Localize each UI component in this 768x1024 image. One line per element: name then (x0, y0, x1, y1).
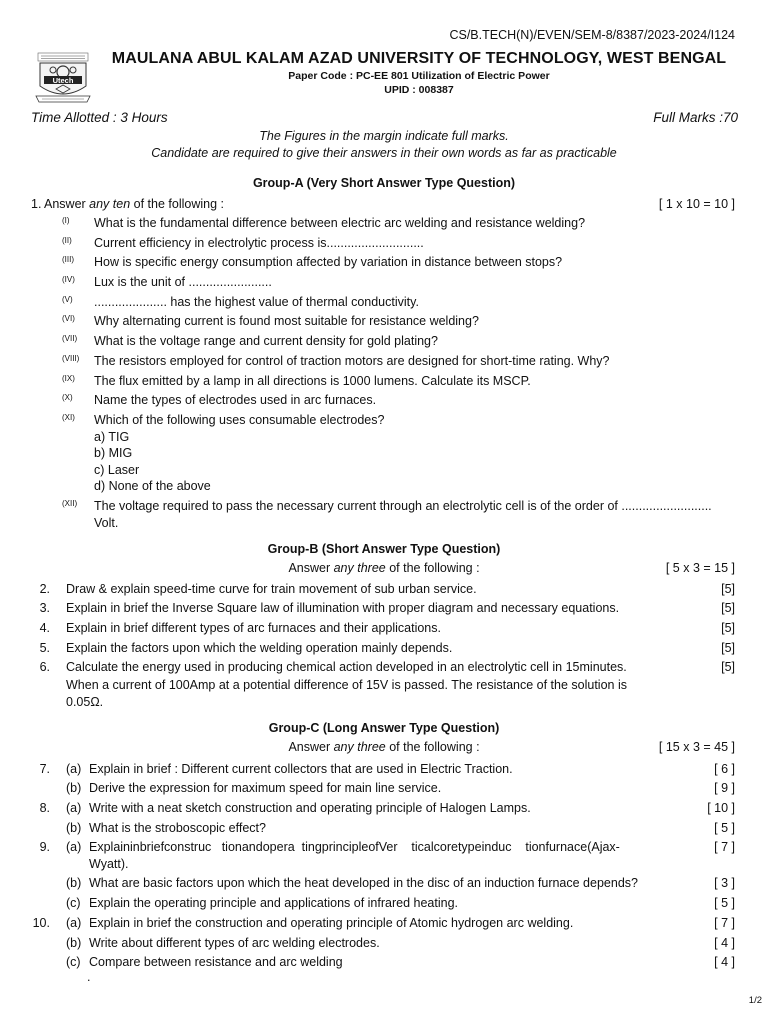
item-numeral: (VI) (62, 314, 75, 323)
group-c-marks: [ 15 x 3 = 45 ] (658, 740, 735, 754)
group-a-title: Group-A (Very Short Answer Type Question) (252, 176, 516, 190)
logo-emblem-icon (34, 52, 92, 110)
question-text: Explaininbriefconstruc tionandopera tingprincipleofVer ticalcoretypeinduc tionfurnace(Ajax- (89, 840, 620, 854)
option-text: c) Laser (94, 463, 140, 477)
item-text: Lux is the unit of ........................ (94, 275, 272, 289)
item-numeral: (VIII) (62, 354, 80, 363)
question-marks: [ 7 ] (714, 840, 735, 854)
group-b-instruction (0, 561, 768, 575)
item-text: Which of the following uses consumable electrodes? (94, 413, 385, 427)
sub-label: (b) (66, 876, 82, 890)
sub-label: (b) (66, 781, 82, 795)
trailing-dot: . (87, 970, 91, 984)
question-number: 6. (39, 660, 50, 674)
question-marks: [ 5 ] (714, 821, 735, 835)
question-marks: [ 7 ] (714, 916, 735, 930)
question-marks: [5] (721, 641, 735, 655)
sub-label: (a) (66, 762, 82, 776)
question-marks: [5] (721, 601, 735, 615)
item-numeral: (X) (62, 393, 73, 402)
question-marks: [ 9 ] (714, 781, 735, 795)
item-text: Name the types of electrodes used in arc furnaces. (94, 393, 377, 407)
item-text: The flux emitted by a lamp in all directions is 1000 lumens. Calculate its MSCP. (94, 374, 531, 388)
group-a-instruction (44, 197, 224, 211)
instruction-prefix: Answer (288, 740, 334, 754)
question-marks: [5] (721, 582, 735, 596)
instruction-emphasis: any three (333, 740, 386, 754)
question-number: 2. (39, 582, 50, 596)
question-marks: [ 4 ] (714, 955, 735, 969)
option-text: d) None of the above (94, 479, 211, 493)
question-number: 9. (39, 840, 50, 854)
question-text: Compare between resistance and arc welding (89, 955, 343, 969)
upid: UPID : 008387 (384, 84, 454, 96)
sub-label: (c) (66, 896, 81, 910)
question-number: 3. (39, 601, 50, 615)
question-text: Explain in brief the construction and operating principle of Atomic hydrogen arc welding. (89, 916, 574, 930)
instruction-suffix: of the following : (385, 561, 480, 575)
question-marks: [ 6 ] (714, 762, 735, 776)
sub-label: (b) (66, 821, 82, 835)
instruction-emphasis: any three (333, 561, 386, 575)
question-text: Explain in brief different types of arc furnaces and their applications. (66, 621, 441, 635)
item-numeral: (II) (62, 236, 72, 245)
instruction-suffix: of the following : (130, 197, 224, 211)
instruction-suffix: of the following : (385, 740, 480, 754)
item-numeral: (XI) (62, 413, 75, 422)
logo-wordmark: Utech (52, 76, 74, 85)
question-marks: [ 3 ] (714, 876, 735, 890)
question-text: Write about different types of arc welding electrodes. (89, 936, 380, 950)
question-text: When a current of 100Amp at a potential difference of 15V is passed. The resistance of the solution is (66, 678, 627, 692)
instruction-prefix: Answer (44, 197, 90, 211)
option-text: a) TIG (94, 430, 130, 444)
group-c-instruction (0, 740, 768, 754)
question-number: 4. (39, 621, 50, 635)
time-allotted: Time Allotted : 3 Hours (31, 110, 168, 125)
paper-reference-code: CS/B.TECH(N)/EVEN/SEM-8/8387/2023-2024/I124 (449, 28, 735, 42)
group-c-title: Group-C (Long Answer Type Question) (268, 721, 500, 735)
question-text: 0.05Ω. (66, 695, 104, 709)
sub-label: (a) (66, 801, 82, 815)
question-marks: [5] (721, 621, 735, 635)
question-marks: [ 5 ] (714, 896, 735, 910)
question-text: Explain the factors upon which the welding operation mainly depends. (66, 641, 453, 655)
item-numeral: (VII) (62, 334, 78, 343)
option-text: b) MIG (94, 446, 133, 460)
item-numeral: (I) (62, 216, 70, 225)
question-text: Derive the expression for maximum speed for main line service. (89, 781, 442, 795)
question-text: Explain in brief : Different current collectors that are used in Electric Traction. (89, 762, 513, 776)
question-text: Calculate the energy used in producing chemical action developed in an electrolytic cell in 15minutes. (66, 660, 627, 674)
instruction-emphasis: any ten (89, 197, 131, 211)
full-marks: Full Marks :70 (653, 110, 738, 125)
item-text: What is the voltage range and current density for gold plating? (94, 334, 438, 348)
item-text: The voltage required to pass the necessary current through an electrolytic cell is of the order of .......................... (94, 499, 712, 513)
question-text: What is the stroboscopic effect? (89, 821, 266, 835)
item-text: How is specific energy consumption affected by variation in distance between stops? (94, 255, 563, 269)
item-text: What is the fundamental difference between electric arc welding and resistance welding? (94, 216, 586, 230)
item-text: Volt. (94, 516, 119, 530)
question-text: Write with a neat sketch construction and operating principle of Halogen Lamps. (89, 801, 531, 815)
paper-code: Paper Code : PC-EE 801 Utilization of Electric Power (288, 70, 550, 82)
sub-label: (c) (66, 955, 81, 969)
item-text: Current efficiency in electrolytic process is............................ (94, 236, 424, 250)
university-name: MAULANA ABUL KALAM AZAD UNIVERSITY OF TECHNOLOGY, WEST BENGAL (111, 50, 727, 67)
question-marks: [ 10 ] (707, 801, 735, 815)
question-number: 10. (32, 916, 50, 930)
question-number: 8. (39, 801, 50, 815)
question-text: Explain the operating principle and applications of infrared heating. (89, 896, 458, 910)
sub-label: (a) (66, 916, 82, 930)
item-text: Why alternating current is found most suitable for resistance welding? (94, 314, 479, 328)
page-number: 1/2 (748, 995, 762, 1006)
question-text: Explain in brief the Inverse Square law of illumination with proper diagram and necessary equations. (66, 601, 620, 615)
question-number: 1. (31, 197, 42, 211)
item-text: The resistors employed for control of traction motors are designed for short-time rating. Why? (94, 354, 610, 368)
sub-label: (b) (66, 936, 82, 950)
question-number: 7. (39, 762, 50, 776)
item-numeral: (XII) (62, 499, 78, 508)
question-text: What are basic factors upon which the heat developed in the disc of an induction furnace depends? (89, 876, 638, 890)
margin-note: The Figures in the margin indicate full marks. (259, 129, 509, 143)
candidate-note: Candidate are required to give their answers in their own words as far as practicable (151, 146, 617, 160)
group-b-title: Group-B (Short Answer Type Question) (267, 542, 501, 556)
question-text: Draw & explain speed-time curve for train movement of sub urban service. (66, 582, 477, 596)
group-b-marks: [ 5 x 3 = 15 ] (665, 561, 735, 575)
item-numeral: (III) (62, 255, 74, 264)
sub-label: (a) (66, 840, 82, 854)
item-numeral: (V) (62, 295, 73, 304)
item-numeral: (IX) (62, 374, 75, 383)
question-marks: [5] (721, 660, 735, 674)
question-text: Wyatt). (89, 857, 129, 871)
instruction-prefix: Answer (288, 561, 334, 575)
question-marks: [ 4 ] (714, 936, 735, 950)
question-number: 5. (39, 641, 50, 655)
item-text: ..................... has the highest value of thermal conductivity. (94, 295, 419, 309)
university-logo (34, 52, 92, 110)
group-a-marks: [ 1 x 10 = 10 ] (658, 197, 735, 211)
item-numeral: (IV) (62, 275, 75, 284)
